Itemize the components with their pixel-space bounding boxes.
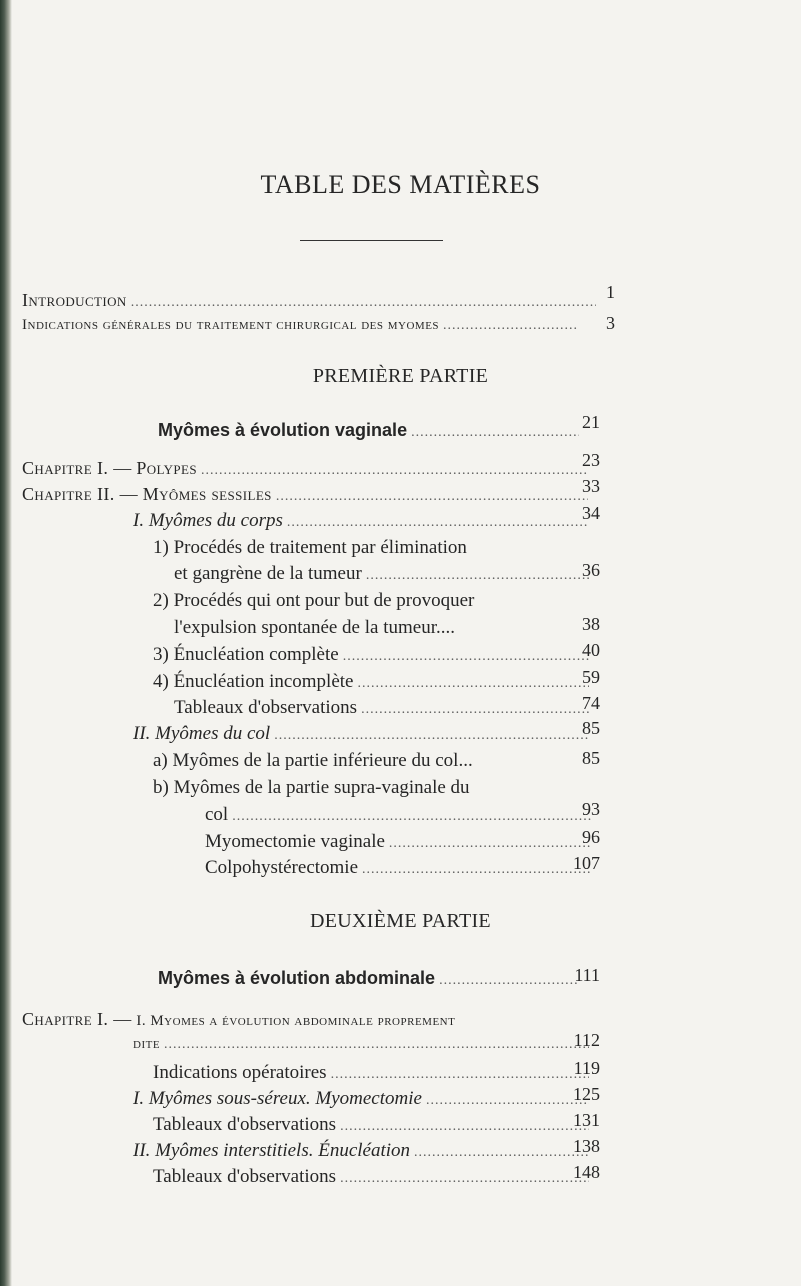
toc-label: a) Myômes de la partie inférieure du col...	[153, 750, 473, 771]
title-divider	[300, 240, 443, 241]
toc-label: Colpohystérectomie	[205, 857, 359, 878]
leader-dots	[274, 728, 589, 744]
toc-page-number: 40	[582, 640, 600, 660]
toc-page-number: 36	[582, 560, 600, 580]
leader-dots	[340, 1171, 589, 1187]
toc-entry-chapter	[22, 484, 592, 506]
leader-dots	[201, 463, 588, 479]
leader-dots	[361, 702, 590, 718]
leader-dots	[287, 515, 589, 531]
toc-entry-chapter	[22, 1009, 455, 1031]
toc-entry	[205, 831, 595, 853]
toc-label: 4) Énucléation incomplète	[153, 671, 354, 692]
toc-entry	[153, 671, 593, 693]
leader-dots	[439, 973, 579, 989]
toc-entry	[174, 697, 594, 719]
toc-label: I. Myomes a évolution abdominale proprement	[136, 1013, 456, 1029]
toc-entry-chapter	[22, 458, 592, 480]
toc-label: I. Myômes sous-séreux. Myomectomie	[133, 1088, 422, 1109]
toc-label: dite	[133, 1036, 161, 1052]
toc-label: b) Myômes de la partie supra-vaginale du	[153, 777, 470, 798]
toc-label: col	[205, 804, 229, 825]
toc-label: 1) Procédés de traitement par élimination	[153, 537, 467, 558]
toc-prefix: Chapitre II. —	[22, 484, 138, 504]
toc-page-number: 85	[582, 718, 600, 738]
toc-page-number: 3	[606, 313, 615, 333]
toc-page-number: 119	[573, 1058, 600, 1078]
toc-label: Polypes	[136, 458, 197, 478]
toc-label: l'expulsion spontanée de la tumeur....	[174, 617, 455, 638]
toc-label: Myômes à évolution abdominale	[158, 968, 436, 988]
toc-label: Tableaux d'observations	[153, 1114, 337, 1135]
toc-page-number: 93	[582, 799, 600, 819]
toc-entry	[174, 563, 594, 585]
toc-entry	[174, 617, 455, 639]
toc-entry	[153, 1166, 593, 1188]
leader-dots	[366, 568, 590, 584]
leader-dots	[232, 809, 591, 825]
toc-label: Myômes à évolution vaginale	[158, 420, 408, 440]
toc-entry	[153, 750, 473, 772]
toc-label: et gangrène de la tumeur	[174, 563, 362, 584]
toc-page-number: 21	[582, 412, 600, 432]
toc-entry	[153, 1062, 593, 1084]
toc-entry	[205, 804, 595, 826]
toc-entry	[133, 1140, 593, 1162]
leader-dots	[164, 1037, 589, 1053]
toc-page-number: 138	[573, 1136, 600, 1156]
toc-label: II. Myômes du col	[133, 723, 271, 744]
part-heading: PREMIÈRE PARTIE	[312, 365, 489, 387]
toc-page-number: 131	[573, 1110, 600, 1130]
toc-section-abdominal	[158, 968, 583, 989]
toc-entry	[153, 1114, 593, 1136]
toc-prefix: Chapitre I. —	[22, 458, 132, 478]
toc-page-number: 33	[582, 476, 600, 496]
toc-page-number: 148	[573, 1162, 600, 1182]
toc-entry	[153, 537, 467, 559]
leader-dots	[340, 1119, 589, 1135]
leader-dots	[276, 489, 588, 505]
leader-dots	[343, 649, 589, 665]
toc-label: 3) Énucléation complète	[153, 644, 339, 665]
leader-dots	[362, 862, 591, 878]
toc-entry	[205, 857, 595, 879]
part-heading: DEUXIÈME PARTIE	[310, 910, 491, 932]
page-title: TABLE DES MATIÈRES	[260, 170, 541, 199]
toc-label: I. Myômes du corps	[133, 510, 283, 531]
toc-label: Myomectomie vaginale	[205, 831, 385, 852]
toc-page-number: 34	[582, 503, 600, 523]
toc-page-number: 111	[574, 965, 600, 985]
leader-dots	[411, 425, 579, 441]
toc-entry-introduction	[22, 290, 600, 311]
toc-entry-indications	[22, 317, 582, 334]
toc-label: Myômes sessiles	[142, 484, 272, 504]
toc-page-number: 59	[582, 667, 600, 687]
toc-entry	[153, 777, 470, 799]
toc-entry	[133, 510, 593, 532]
leader-dots	[443, 318, 578, 334]
toc-entry	[133, 1088, 593, 1110]
toc-page-number: 85	[582, 748, 600, 768]
toc-label: II. Myômes interstitiels. Énucléation	[133, 1140, 411, 1161]
toc-page-number: 107	[573, 853, 600, 873]
toc-section-vaginal	[158, 420, 583, 441]
toc-entry	[153, 590, 474, 612]
toc-page-number: 38	[582, 614, 600, 634]
leader-dots	[131, 295, 596, 311]
toc-label: Tableaux d'observations	[174, 697, 358, 718]
leader-dots	[357, 676, 589, 692]
toc-prefix: Chapitre I. —	[22, 1009, 132, 1029]
toc-entry	[153, 644, 593, 666]
leader-dots	[331, 1067, 589, 1083]
toc-page-number: 1	[606, 282, 615, 302]
toc-page-number: 23	[582, 450, 600, 470]
toc-page-number: 125	[573, 1084, 600, 1104]
toc-page-number: 96	[582, 827, 600, 847]
toc-label: Tableaux d'observations	[153, 1166, 337, 1187]
toc-entry	[133, 723, 593, 745]
toc-page-number: 112	[573, 1030, 600, 1050]
toc-label: 2) Procédés qui ont pour but de provoquer	[153, 590, 475, 611]
toc-page-number: 74	[582, 693, 600, 713]
toc-label: Indications opératoires	[153, 1062, 327, 1083]
toc-entry	[133, 1036, 593, 1053]
toc-label: Indications générales du traitement chirurgical des myomes	[22, 317, 440, 333]
toc-label: Introduction	[22, 290, 127, 310]
